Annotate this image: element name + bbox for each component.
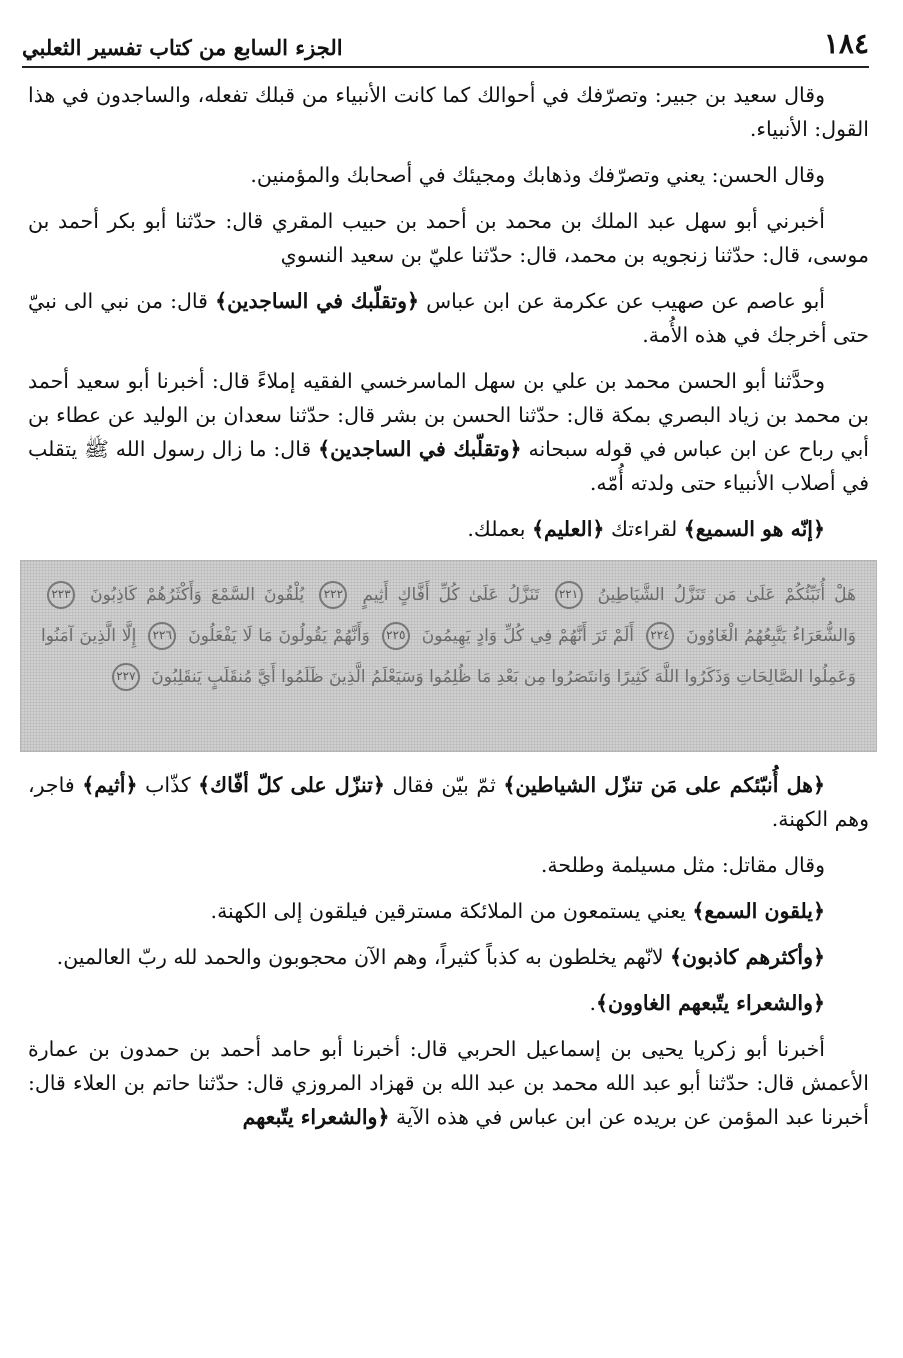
verse-number-icon: ٢٢٤ xyxy=(646,622,674,650)
paragraph-text: أخبرنا أبو زكريا يحيى بن إسماعيل الحربي قال: أخبرنا أبو حامد أحمد بن حمدون بن عمارة الأعمش قال: حدّثنا أبو عبد الله محمد بن عبد الله بن قهزاد المروزي قال: حدّثنا حاتم بن العلاء قال: أخبرنا عبد المؤمن عن بريده عن ابن عباس في هذه الآية xyxy=(28,1037,869,1129)
quran-quote: ﴿والشعراء يتّبعهم الغاوون﴾ xyxy=(596,991,825,1015)
body-text-top xyxy=(28,78,869,546)
paragraph xyxy=(28,204,869,272)
paragraph-text: كذّاب xyxy=(137,773,199,797)
quran-quote: ﴿تنزّل على كلّ أفّاك﴾ xyxy=(198,773,385,797)
verse-text: هَلْ أُنَبِّئُكُمْ عَلَىٰ مَن تَنَزَّلُ الشَّيَاطِينُ xyxy=(588,585,857,605)
verse-number-icon: ٢٢٧ xyxy=(112,663,140,691)
verse-number-icon: ٢٢٥ xyxy=(382,622,410,650)
verse-number-icon: ٢٢٣ xyxy=(47,581,75,609)
quran-verses-box xyxy=(20,560,877,752)
paragraph xyxy=(28,284,869,352)
paragraph xyxy=(28,78,869,146)
paragraph xyxy=(28,986,869,1020)
paragraph-text: قال: من نبي الى نبيّ حتى أخرجك في هذه الأُمة. xyxy=(28,289,869,347)
paragraph-text: وقال سعيد بن جبير: وتصرّفك في أحوالك كما كانت الأنبياء من قبلك تفعله، والساجدون في هذا القول: الأنبياء. xyxy=(28,83,869,141)
paragraph-text: فاجر، وهم الكهنة. xyxy=(28,773,869,831)
paragraph-text: قال: ما زال رسول الله ﷺ يتقلب في أصلاب الأنبياء حتى ولدته أُمّه. xyxy=(28,437,869,495)
paragraph-text: ثمّ بيّن فقال xyxy=(384,773,504,797)
paragraph-text: وقال الحسن: يعني وتصرّفك وذهابك ومجيئك في أصحابك والمؤمنين. xyxy=(250,163,825,187)
verse-number-icon: ٢٢١ xyxy=(555,581,583,609)
paragraph-text: أبو عاصم عن صهيب عن عكرمة عن ابن عباس xyxy=(419,289,825,313)
paragraph xyxy=(28,158,869,192)
verse-text: إِلَّا الَّذِينَ آمَنُوا وَعَمِلُوا الصَّالِحَاتِ وَذَكَرُوا اللَّهَ كَثِيرًا وَانتَصَرُوا مِن بَعْدِ مَا ظُلِمُوا وَسَيَعْلَمُ الَّذِينَ ظَلَمُوا أَيَّ مُنقَلَبٍ يَنقَلِبُونَ xyxy=(41,626,856,687)
paragraph xyxy=(28,848,869,882)
paragraph-text: وحدَّثنا أبو الحسن محمد بن علي بن سهل الماسرخسي الفقيه إملاءً قال: أخبرنا أبو سعيد أحمد بن محمد بن زياد البصري بمكة قال: حدّثنا الحسن بن بشر قال: حدّثنا سعدان بن الوليد عن عطاء بن أبي رباح عن ابن عباس في قوله سبحانه xyxy=(28,369,869,461)
verse-text: أَلَمْ تَرَ أَنَّهُمْ فِي كُلِّ وَادٍ يَهِيمُونَ xyxy=(415,626,635,646)
paragraph xyxy=(28,364,869,500)
verse-text: تَنَزَّلُ عَلَىٰ كُلِّ أَفَّاكٍ أَثِيمٍ xyxy=(353,585,540,605)
paragraph xyxy=(28,512,869,546)
quran-quote: ﴿وتقلّبك في الساجدين﴾ xyxy=(318,437,522,461)
verse-number-icon: ٢٢٢ xyxy=(319,581,347,609)
verse-text: وَالشُّعَرَاءُ يَتَّبِعُهُمُ الْغَاوُونَ xyxy=(680,626,856,646)
paragraph-text: يعني يستمعون من الملائكة مسترقين فيلقون إلى الكهنة. xyxy=(210,899,693,923)
verse-text: وَأَنَّهُمْ يَقُولُونَ مَا لَا يَفْعَلُونَ xyxy=(182,626,370,646)
quran-quote: ﴿العليم﴾ xyxy=(531,517,605,541)
paragraph xyxy=(28,894,869,928)
quran-quote: ﴿يلقون السمع﴾ xyxy=(692,899,825,923)
paragraph-text: لانّهم يخلطون به كذباً كثيراً، وهم الآن محجوبون والحمد لله ربّ العالمين. xyxy=(56,945,671,969)
quran-quote: ﴿وأكثرهم كاذبون﴾ xyxy=(670,945,825,969)
paragraph-text: أخبرني أبو سهل عبد الملك بن محمد بن أحمد بن حبيب المقري قال: حدّثنا أبو بكر أحمد بن موسى، قال: حدّثنا زنجويه بن محمد، قال: حدّثنا عليّ بن سعيد النسوي xyxy=(28,209,869,267)
page-header xyxy=(22,22,869,68)
verse-text: يُلْقُونَ السَّمْعَ وَأَكْثَرُهُمْ كَاذِبُونَ xyxy=(81,585,305,605)
quran-quote: ﴿والشعراء يتّبعهم xyxy=(242,1105,390,1129)
verse-number-icon: ٢٢٦ xyxy=(148,622,176,650)
body-text-bottom xyxy=(28,768,869,1134)
paragraph-text: بعملك. xyxy=(467,517,532,541)
quran-quote: ﴿أثيم﴾ xyxy=(82,773,138,797)
paragraph-text: لقراءتك xyxy=(604,517,684,541)
page-body xyxy=(28,78,869,1146)
running-title: الجزء السابع من كتاب تفسير الثعلبي xyxy=(22,35,343,60)
quran-quote: ﴿هل أُنبّئكم على مَن تنزّل الشياطين﴾ xyxy=(503,773,825,797)
quran-quote: ﴿وتقلّبك في الساجدين﴾ xyxy=(215,289,419,313)
paragraph xyxy=(28,1032,869,1134)
paragraph xyxy=(28,768,869,836)
page-number: ١٨٤ xyxy=(823,27,869,60)
paragraph-text: وقال مقاتل: مثل مسيلمة وطلحة. xyxy=(540,853,825,877)
quran-quote: ﴿إنّه هو السميع﴾ xyxy=(683,517,825,541)
paragraph xyxy=(28,940,869,974)
paragraph-text: . xyxy=(589,991,597,1015)
